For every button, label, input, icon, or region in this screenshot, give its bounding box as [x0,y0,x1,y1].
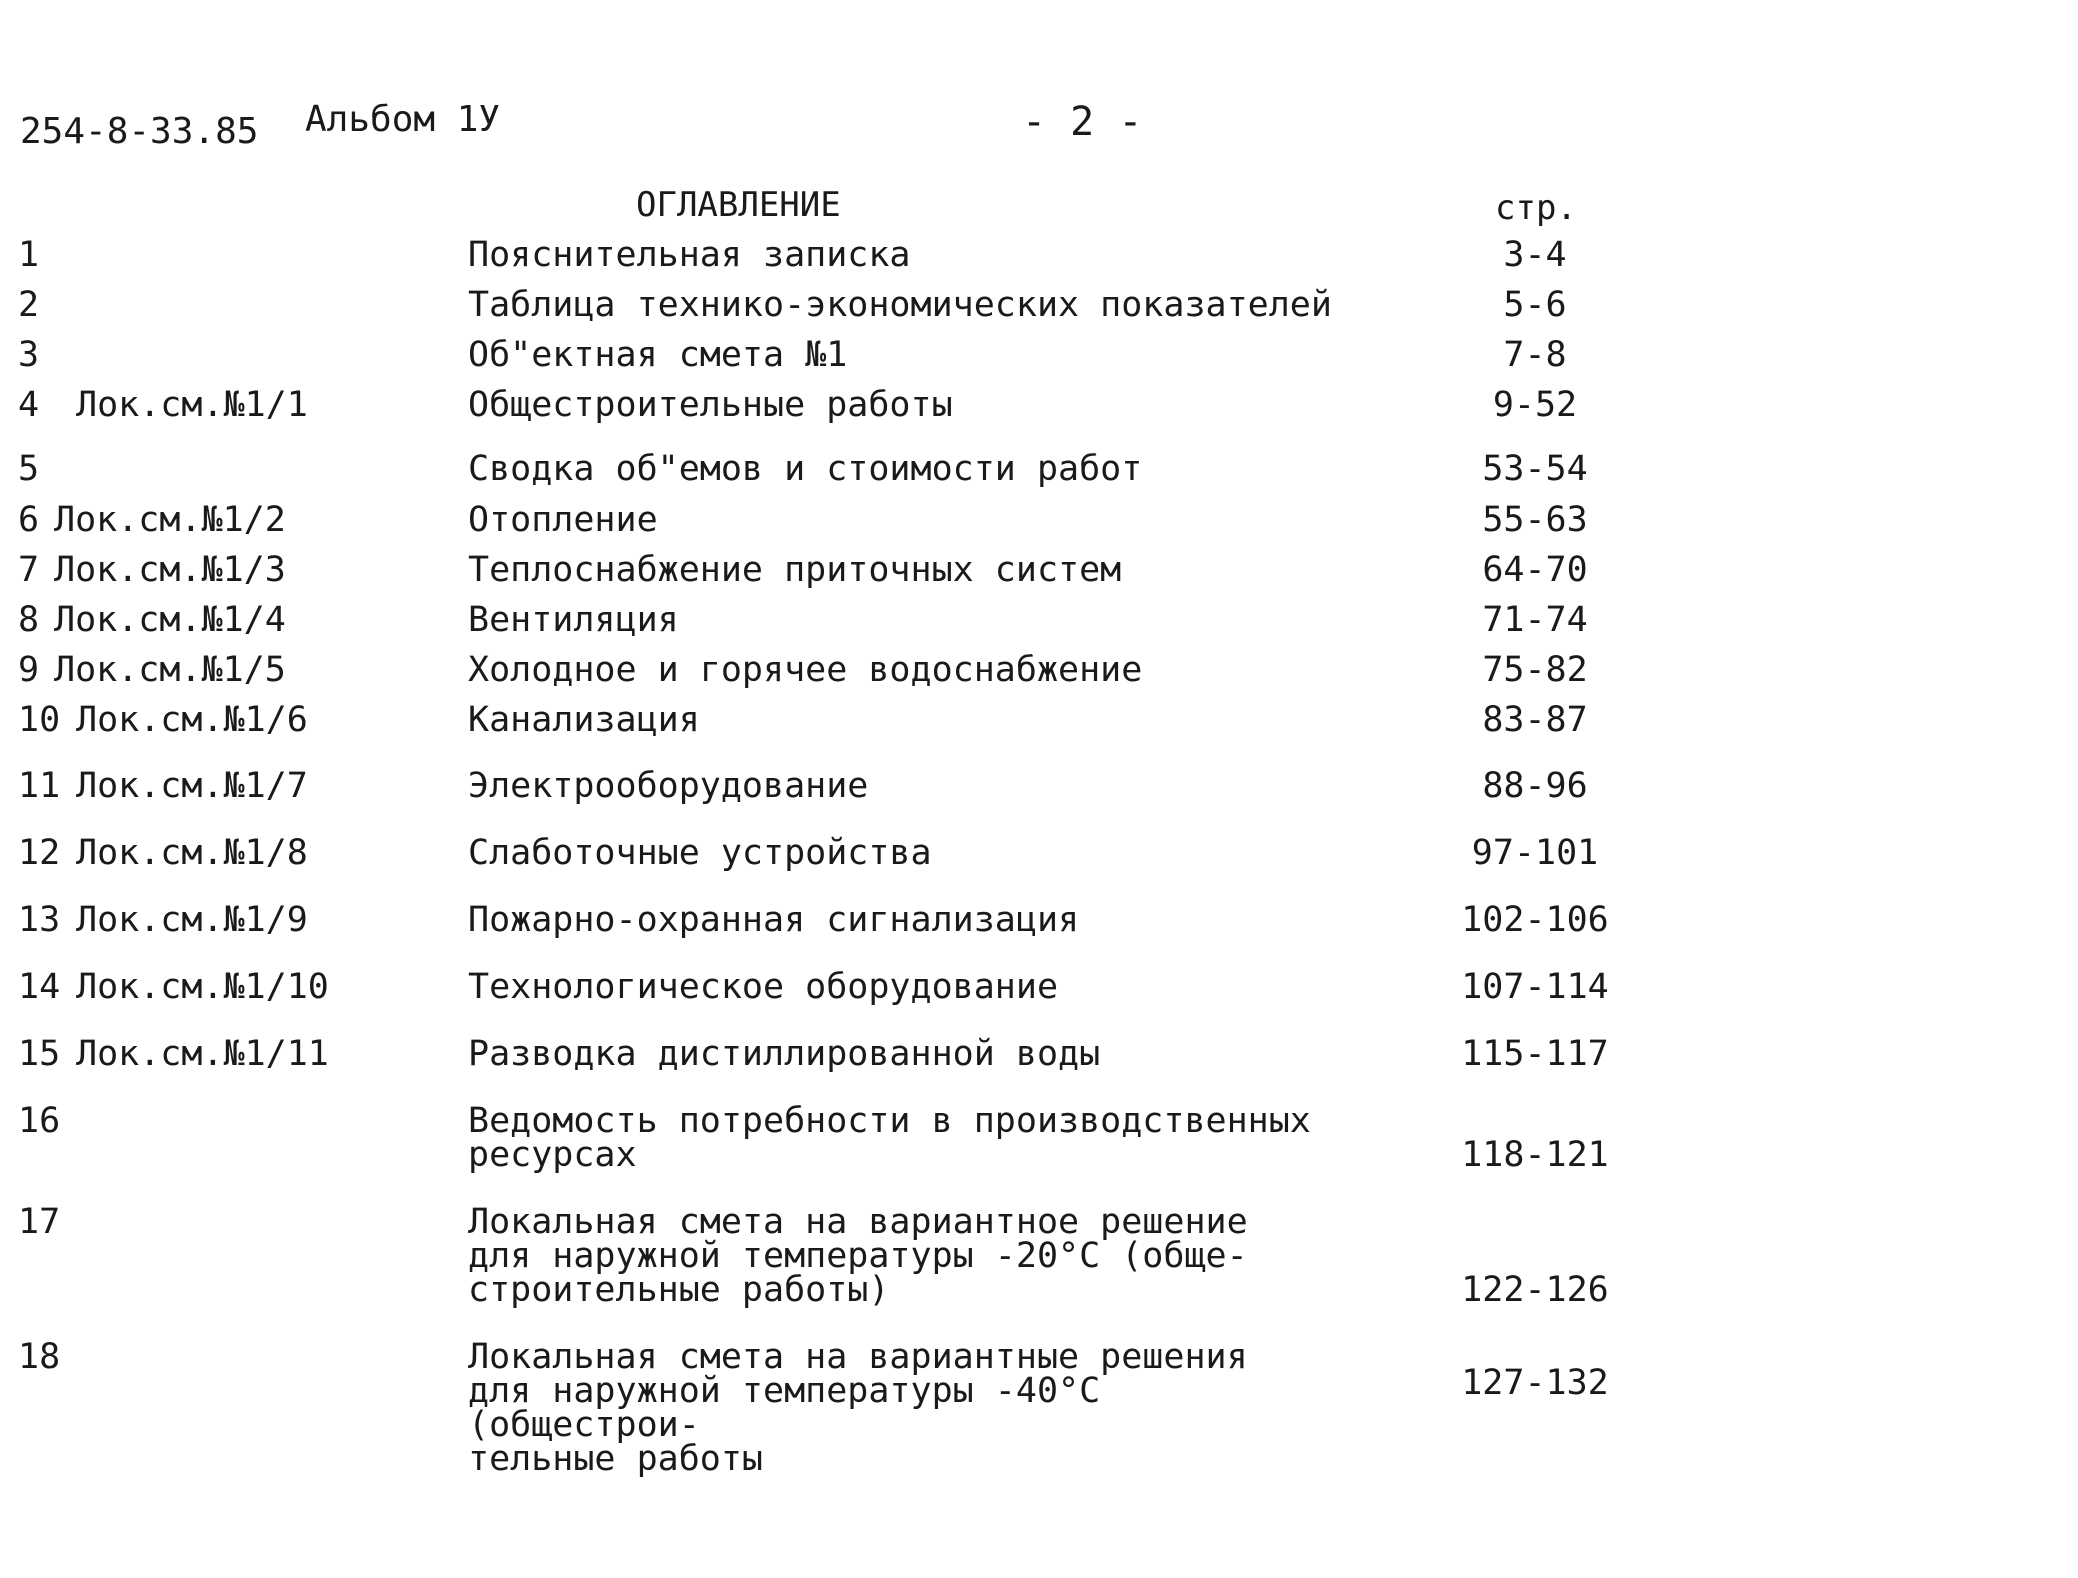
row-ref: Лок.см.№1/3 [54,550,286,590]
row-ref: Лок.см.№1/10 [76,967,329,1007]
row-pages: 64-70 [1482,550,1588,590]
row-pages: 107-114 [1461,967,1609,1007]
row-title: Разводка дистиллированной воды [468,1034,1101,1074]
row-title: Сводка об"емов и стоимости работ [468,449,1143,489]
row-number: 5 [18,449,40,489]
row-ref: Лок.см.№1/8 [76,833,308,873]
row-number: 10 [18,700,61,740]
row-pages: 75-82 [1482,650,1588,690]
row-number: 12 [18,833,61,873]
row-pages: 122-126 [1461,1270,1609,1310]
row-pages: 3-4 [1503,235,1567,275]
row-number: 8 [18,600,40,640]
row-number: 11 [18,766,61,806]
row-number: 7 [18,550,40,590]
row-number: 14 [18,967,61,1007]
row-pages: 102-106 [1461,900,1609,940]
row-ref: Лок.см.№1/5 [54,650,286,690]
row-number: 4 [18,385,40,425]
row-title: Пожарно-охранная сигнализация [468,900,1080,940]
row-pages: 53-54 [1482,449,1588,489]
row-pages: 127-132 [1461,1363,1609,1403]
row-number: 13 [18,900,61,940]
row-number: 9 [18,650,40,690]
row-pages: 71-74 [1482,600,1588,640]
document-code: 254-8-33.85 [20,111,259,152]
pages-column-label: стр. [1495,188,1577,228]
row-ref: Лок.см.№1/1 [76,385,308,425]
row-pages: 118-121 [1461,1135,1609,1175]
row-pages: 97-101 [1471,833,1599,873]
row-title: Отопление [468,500,658,540]
row-number: 2 [18,285,40,325]
row-title: Об"ектная смета №1 [468,335,848,375]
row-title: Технологическое оборудование [468,967,1059,1007]
album-label: Альбом 1У [305,99,501,140]
row-pages: 55-63 [1482,500,1588,540]
row-title: Локальная смета на вариантное решение для наружной температуры -20°С (обще- строительные работы) [468,1202,1248,1310]
page-number: - 2 - [1022,99,1143,145]
row-title: Пояснительная записка [468,235,911,275]
row-ref: Лок.см.№1/2 [54,500,286,540]
row-number: 6 [18,500,40,540]
row-number: 17 [18,1202,61,1242]
row-ref: Лок.см.№1/6 [76,700,308,740]
row-ref: Лок.см.№1/9 [76,900,308,940]
row-ref: Лок.см.№1/7 [76,766,308,806]
row-number: 16 [18,1101,61,1141]
row-title: Локальная смета на вариантные решения для наружной температуры -40°С (общестрои- тельные работы [468,1337,1248,1479]
row-title: Слаботочные устройства [468,833,932,873]
row-title: Теплоснабжение приточных систем [468,550,1122,590]
row-title: Электрооборудование [468,766,869,806]
row-number: 3 [18,335,40,375]
row-title: Ведомость потребности в производственных ресурсах [468,1101,1311,1175]
row-number: 18 [18,1337,61,1377]
row-title: Таблица технико-экономических показателей [468,285,1332,325]
toc-heading: ОГЛАВЛЕНИЕ [636,185,841,225]
row-number: 15 [18,1034,61,1074]
row-pages: 115-117 [1461,1034,1609,1074]
row-ref: Лок.см.№1/11 [76,1034,329,1074]
row-pages: 9-52 [1492,385,1578,425]
row-title: Общестроительные работы [468,385,953,425]
row-pages: 7-8 [1503,335,1567,375]
row-ref: Лок.см.№1/4 [54,600,286,640]
row-pages: 88-96 [1482,766,1588,806]
row-number: 1 [18,235,40,275]
row-title: Канализация [468,700,700,740]
row-pages: 83-87 [1482,700,1588,740]
row-title: Холодное и горячее водоснабжение [468,650,1143,690]
row-title: Вентиляция [468,600,679,640]
row-pages: 5-6 [1503,285,1567,325]
